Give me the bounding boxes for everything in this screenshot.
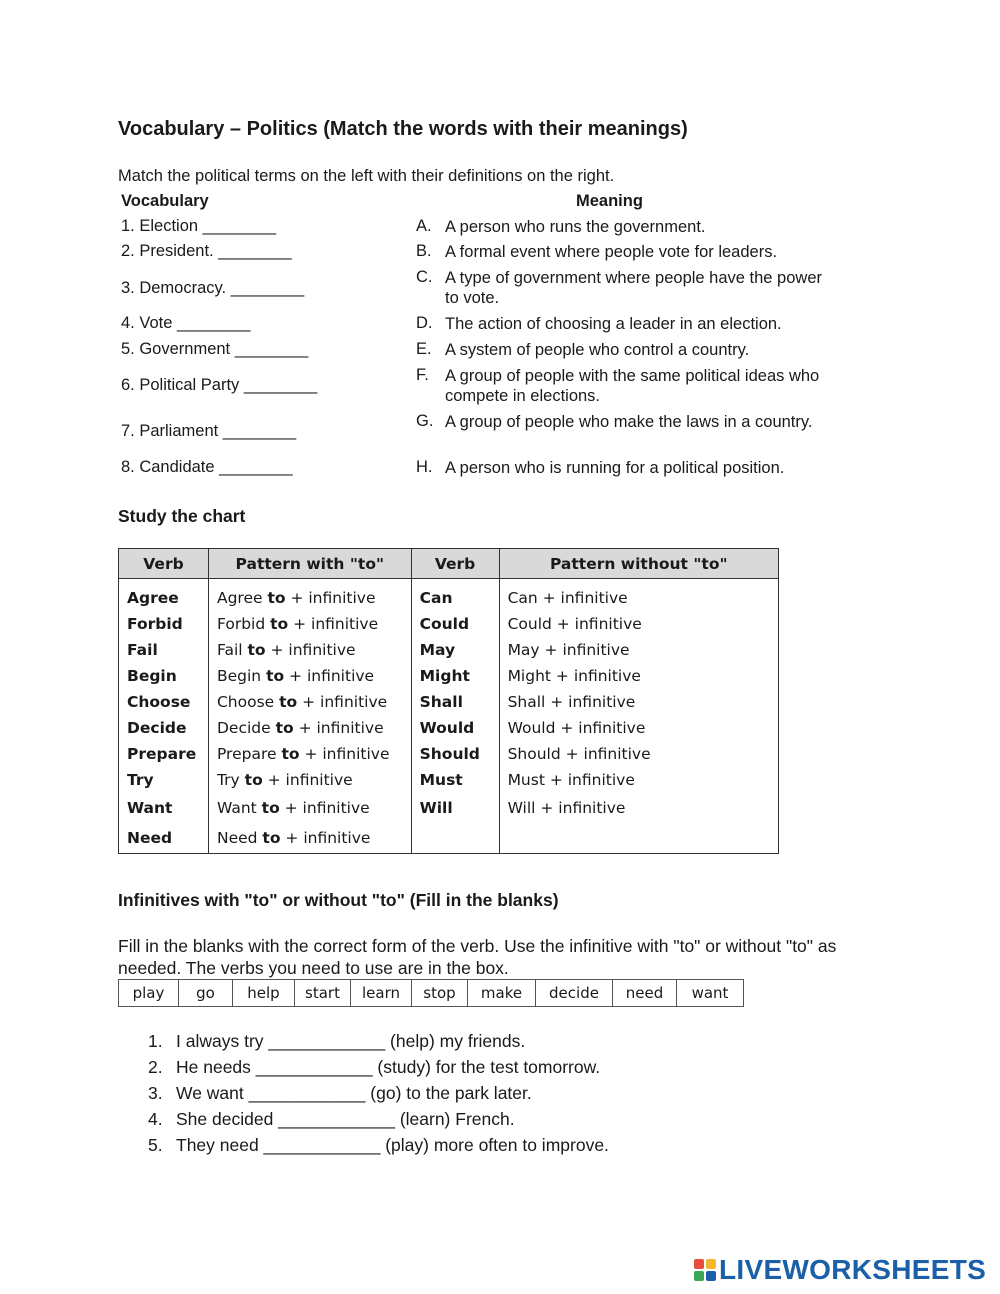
verb-with-to: Begin bbox=[119, 663, 209, 689]
pattern-without-to: Shall + infinitive bbox=[499, 689, 778, 715]
table-row bbox=[119, 611, 779, 637]
exercise-item[interactable]: 4. She decided ____________ (learn) French. bbox=[148, 1109, 515, 1129]
pattern-with-to: Prepare to + infinitive bbox=[208, 741, 411, 767]
pattern-with-to: Fail to + infinitive bbox=[208, 637, 411, 663]
exercise-item[interactable]: 1. I always try ____________ (help) my friends. bbox=[148, 1031, 526, 1051]
pattern-without-to bbox=[499, 823, 778, 854]
exercise-text: They need ____________ (play) more often to improve. bbox=[176, 1135, 609, 1155]
meaning-text: A system of people who control a country. bbox=[445, 341, 750, 359]
vocab-item[interactable]: 2. President. ________ bbox=[121, 242, 292, 260]
pattern-without-to: Must + infinitive bbox=[499, 767, 778, 793]
meaning-text: A group of people who make the laws in a country. bbox=[445, 413, 813, 431]
verb-with-to: Agree bbox=[119, 579, 209, 612]
vocab-item[interactable]: 4. Vote ________ bbox=[121, 314, 251, 332]
pattern-without-to: Should + infinitive bbox=[499, 741, 778, 767]
pattern-without-to: May + infinitive bbox=[499, 637, 778, 663]
word-box-item[interactable]: play bbox=[119, 980, 179, 1007]
pattern-without-to: Can + infinitive bbox=[499, 579, 778, 612]
table-row bbox=[119, 637, 779, 663]
infinitive-chart bbox=[118, 548, 779, 854]
fill-in-title: Infinitives with "to" or without "to" (Fill in the blanks) bbox=[118, 890, 559, 910]
exercise-item[interactable]: 3. We want ____________ (go) to the park later. bbox=[148, 1083, 532, 1103]
verb-without-to: Could bbox=[411, 611, 499, 637]
meaning-text: The action of choosing a leader in an election. bbox=[445, 315, 782, 333]
vocab-item[interactable]: 3. Democracy. ________ bbox=[121, 279, 305, 297]
verb-without-to bbox=[411, 823, 499, 854]
meaning-text: A type of government where people have the power to vote. bbox=[445, 269, 822, 307]
exercise-text: He needs ____________ (study) for the test tomorrow. bbox=[176, 1057, 601, 1077]
meaning-letter: C. bbox=[416, 268, 433, 286]
chart-header-with-to: Pattern with "to" bbox=[208, 549, 411, 579]
pattern-with-to: Agree to + infinitive bbox=[208, 579, 411, 612]
table-row bbox=[119, 741, 779, 767]
exercise-item[interactable]: 2. He needs ____________ (study) for the test tomorrow. bbox=[148, 1057, 601, 1077]
vocabulary-header: Vocabulary bbox=[121, 192, 209, 210]
verb-with-to: Prepare bbox=[119, 741, 209, 767]
meaning-text: A group of people with the same political ideas who compete in elections. bbox=[445, 367, 820, 405]
vocab-item[interactable]: 6. Political Party ________ bbox=[121, 376, 318, 394]
word-box-item[interactable]: start bbox=[295, 980, 351, 1007]
verb-without-to: Can bbox=[411, 579, 499, 612]
pattern-with-to: Decide to + infinitive bbox=[208, 715, 411, 741]
pattern-with-to: Begin to + infinitive bbox=[208, 663, 411, 689]
chart-header-verb: Verb bbox=[119, 549, 209, 579]
verb-without-to: Would bbox=[411, 715, 499, 741]
word-box-item[interactable]: learn bbox=[351, 980, 412, 1007]
verb-with-to: Try bbox=[119, 767, 209, 793]
meaning-letter: D. bbox=[416, 314, 433, 332]
word-box-item[interactable]: need bbox=[613, 980, 677, 1007]
table-row bbox=[119, 767, 779, 793]
verb-with-to: Want bbox=[119, 793, 209, 823]
table-row bbox=[119, 793, 779, 823]
liveworksheets-logo[interactable] bbox=[694, 1254, 986, 1286]
table-row bbox=[119, 715, 779, 741]
verb-without-to: Should bbox=[411, 741, 499, 767]
logo-mark-icon bbox=[694, 1259, 716, 1281]
pattern-without-to: Could + infinitive bbox=[499, 611, 778, 637]
verb-with-to: Need bbox=[119, 823, 209, 854]
fill-in-instructions: Fill in the blanks with the correct form of the verb. Use the infinitive with "to" or without "to" as needed. The verbs you need to use are in the box. bbox=[118, 936, 837, 978]
table-row bbox=[119, 689, 779, 715]
word-box-item[interactable]: decide bbox=[536, 980, 613, 1007]
word-box-item[interactable]: stop bbox=[412, 980, 468, 1007]
table-row bbox=[119, 579, 779, 612]
meaning-text: A person who is running for a political position. bbox=[445, 459, 785, 477]
exercise-item[interactable]: 5. They need ____________ (play) more often to improve. bbox=[148, 1135, 609, 1155]
study-chart-title: Study the chart bbox=[118, 506, 246, 526]
meaning-text: A person who runs the government. bbox=[445, 218, 706, 236]
vocab-item[interactable]: 1. Election ________ bbox=[121, 217, 277, 235]
verb-with-to: Choose bbox=[119, 689, 209, 715]
meaning-letter: B. bbox=[416, 242, 432, 260]
word-box-item[interactable]: make bbox=[468, 980, 536, 1007]
meaning-header: Meaning bbox=[576, 192, 643, 210]
meaning-letter: A. bbox=[416, 217, 432, 235]
verb-with-to: Fail bbox=[119, 637, 209, 663]
pattern-with-to: Need to + infinitive bbox=[208, 823, 411, 854]
pattern-with-to: Try to + infinitive bbox=[208, 767, 411, 793]
pattern-without-to: Would + infinitive bbox=[499, 715, 778, 741]
word-box bbox=[118, 979, 744, 1007]
meaning-text: A formal event where people vote for leaders. bbox=[445, 243, 778, 261]
logo-text: LIVEWORKSHEETS bbox=[719, 1254, 987, 1285]
word-box-item[interactable]: help bbox=[233, 980, 295, 1007]
meaning-letter: F. bbox=[416, 366, 429, 384]
word-box-item[interactable]: go bbox=[179, 980, 233, 1007]
verb-without-to: May bbox=[411, 637, 499, 663]
chart-header-verb: Verb bbox=[411, 549, 499, 579]
verb-without-to: Might bbox=[411, 663, 499, 689]
table-row bbox=[119, 663, 779, 689]
vocab-item[interactable]: 5. Government ________ bbox=[121, 340, 309, 358]
vocab-item[interactable]: 7. Parliament ________ bbox=[121, 422, 297, 440]
meaning-letter: E. bbox=[416, 340, 432, 358]
verb-with-to: Decide bbox=[119, 715, 209, 741]
verb-with-to: Forbid bbox=[119, 611, 209, 637]
meaning-letter: H. bbox=[416, 458, 433, 476]
pattern-with-to: Choose to + infinitive bbox=[208, 689, 411, 715]
verb-without-to: Will bbox=[411, 793, 499, 823]
vocab-item[interactable]: 8. Candidate ________ bbox=[121, 458, 293, 476]
verb-without-to: Must bbox=[411, 767, 499, 793]
meaning-letter: G. bbox=[416, 412, 434, 430]
chart-header-without-to: Pattern without "to" bbox=[499, 549, 778, 579]
pattern-with-to: Want to + infinitive bbox=[208, 793, 411, 823]
page-title: Vocabulary – Politics (Match the words with their meanings) bbox=[118, 118, 688, 140]
pattern-without-to: Will + infinitive bbox=[499, 793, 778, 823]
exercise-text: She decided ____________ (learn) French. bbox=[176, 1109, 515, 1129]
pattern-without-to: Might + infinitive bbox=[499, 663, 778, 689]
table-row bbox=[119, 823, 779, 854]
vocab-instructions: Match the political terms on the left with their definitions on the right. bbox=[118, 167, 615, 185]
verb-without-to: Shall bbox=[411, 689, 499, 715]
exercise-text: I always try ____________ (help) my friends. bbox=[176, 1031, 526, 1051]
exercise-text: We want ____________ (go) to the park later. bbox=[176, 1083, 532, 1103]
pattern-with-to: Forbid to + infinitive bbox=[208, 611, 411, 637]
word-box-item[interactable]: want bbox=[677, 980, 744, 1007]
